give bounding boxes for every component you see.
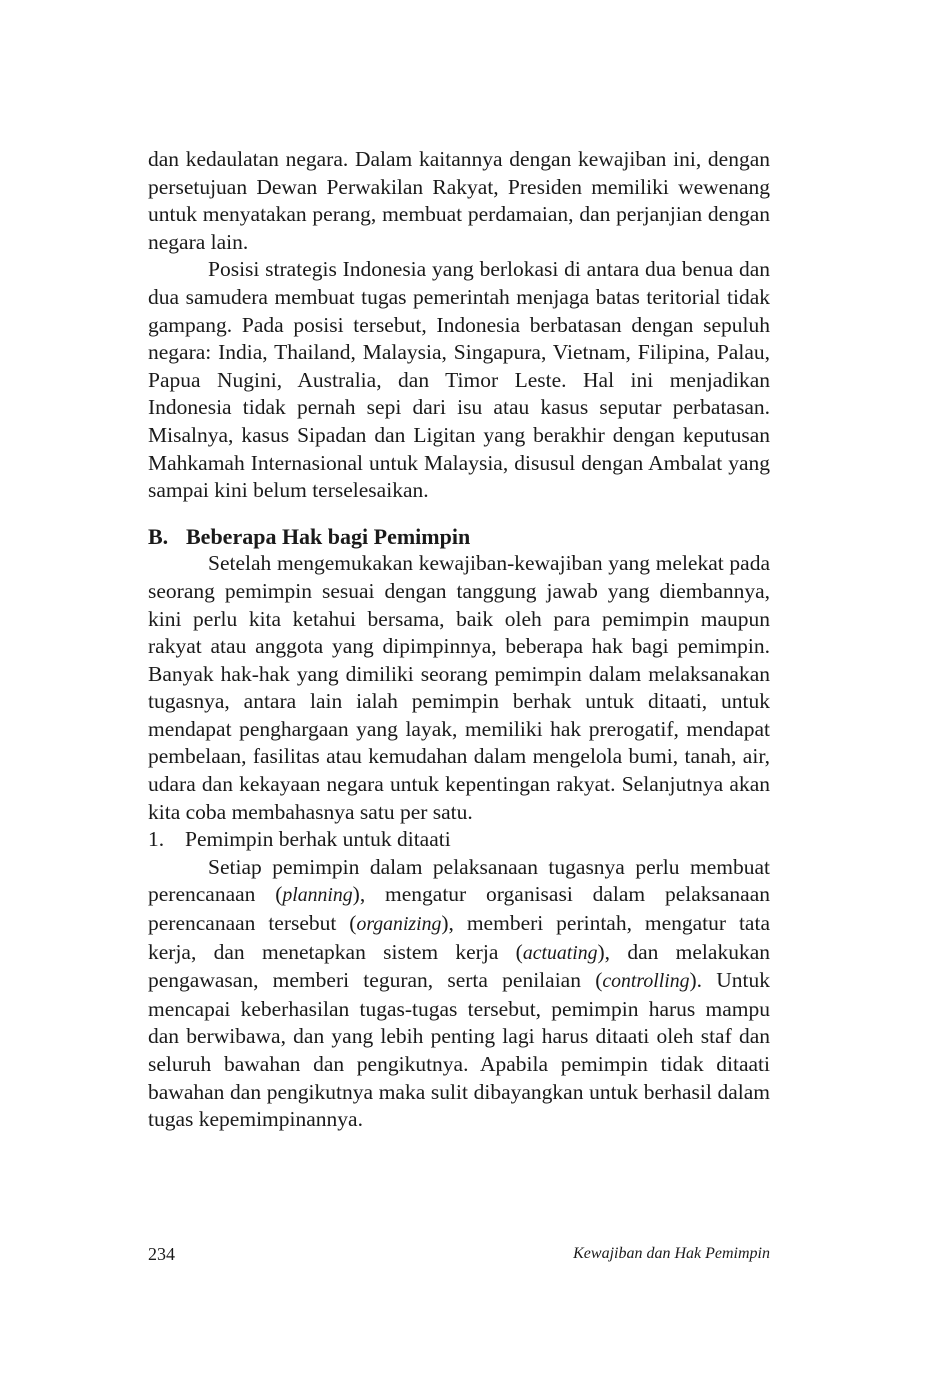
text-part: ), dan melakukan pengawasan, memberi teguran, serta penilaian ( [148, 939, 770, 993]
page-footer [148, 1243, 770, 1265]
section-title: Beberapa Hak bagi Pemimpin [186, 523, 471, 549]
subsection-title: Pemimpin berhak untuk ditaati [185, 827, 451, 852]
term-actuating: actuating [522, 941, 598, 964]
paragraph-section-intro: Setelah mengemukakan kewajiban-kewajiban yang melekat pada seorang pemimpin sesuai dengan tanggung jawab yang diembannya, kini perlu kita ketahui bersama, baik oleh para pemimpin maupun rakyat atau anggota yang dipimpinnya, beberapa hak bagi pemimpin. Banyak hak-hak yang dimiliki seorang pemimpin dalam melaksanakan tugasnya, antara lain ialah pemimpin berhak untuk ditaati, untuk mendapat penghargaan yang layak, memiliki hak prerogatif, mendapat pembelaan, fasilitas atau kemudahan dalam mengelola bumi, tanah, air, udara dan kekayaan negara untuk kepentingan rakyat. Selanjutnya akan kita coba membahasnya satu per satu. [148, 551, 770, 824]
page-number: 234 [148, 1244, 175, 1264]
subsection-heading [148, 826, 770, 854]
term-organizing: organizing [356, 913, 442, 936]
paragraph-sovereignty: dan kedaulatan negara. Dalam kaitannya dengan kewajiban ini, dengan persetujuan Dewan Perwakilan Rakyat, Presiden memiliki wewenang untuk menyatakan perang, membuat perdamaian, dan perjanjian dengan negara lain. [148, 147, 770, 254]
text-part: Setiap pemimpin dalam pelaksanaan tugasnya perlu membuat perencanaan ( [148, 854, 770, 907]
section-heading [148, 523, 770, 551]
paragraph-obedience [148, 854, 770, 1134]
text-part: ), mengatur organisasi dalam pelaksanaan perencanaan tersebut ( [148, 882, 770, 936]
text-part: ). Untuk mencapai keberhasilan tugas-tugas tersebut, pemimpin harus mampu dan berwibawa, dan yang lebih penting lagi harus ditaati oleh staf dan seluruh bawahan dan pengikutnya. Apabila pemimpin tidak ditaati bawahan dan pengikutnya maka sulit dibayangkan untuk berhasil dalam tugas kepemimpinannya. [148, 968, 770, 1132]
term-planning: planning [282, 884, 353, 907]
term-controlling: controlling [602, 970, 690, 993]
paragraph-strategic-position: Posisi strategis Indonesia yang berlokasi di antara dua benua dan dua samudera membuat tugas pemerintah menjaga batas teritorial tidak gampang. Pada posisi tersebut, Indonesia berbatasan dengan sepuluh negara: India, Thailand, Malaysia, Singapura, Vietnam, Filipina, Palau, Papua Nugini, Australia, dan Timor Leste. Hal ini menjadikan Indonesia tidak pernah sepi dari isu atau kasus seputar perbatasan. Misalnya, kasus Sipadan dan Ligitan yang berakhir dengan keputusan Mahkamah Internasional untuk Malaysia, disusul dengan Ambalat yang sampai kini belum terselesaikan. [148, 257, 770, 503]
subsection-number: 1. [148, 827, 165, 852]
running-title: Kewajiban dan Hak Pemimpin [573, 1245, 770, 1262]
section-number: B. [148, 523, 169, 549]
text-part: ), memberi perintah, mengatur tata kerja, dan menetapkan sistem kerja ( [148, 911, 770, 964]
page-body [148, 146, 770, 1134]
